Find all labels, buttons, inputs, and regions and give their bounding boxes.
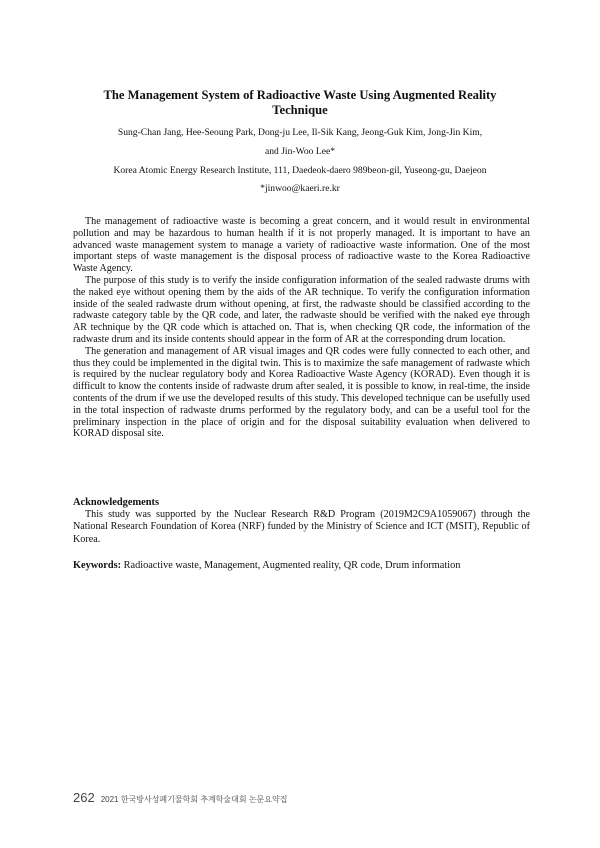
- abstract-paragraph-3: The generation and management of AR visual images and QR codes were fully connected to each other, and thus they could be implemented in the digital twin. This is to maximize the safe management of radwaste which is required by the nuclear regulatory body and Korea Radioactive Waste Agency (KORAD). Even though it is difficult to know the contents inside of radwaste drum after sealed, it is possible to know, in real-time, the inside contents of the drum if we use the developed results of this study. This developed technique can be usefully used in the total inspection of radwaste drums performed by the regulatory body, and can be a useful tool for the preliminary inspection in the place of origin and for the disposal suitability evaluation when delivered to KORAD disposal site.: [73, 345, 530, 440]
- contact-email: *jinwoo@kaeri.re.kr: [260, 183, 340, 194]
- affiliation: Korea Atomic Energy Research Institute, 111, Daedeok-daero 989beon-gil, Yuseong-gu, Daejeon: [113, 165, 487, 176]
- paper-title: The Management System of Radioactive Waste Using Augmented Reality Technique: [103, 88, 497, 117]
- keywords-list: Radioactive waste, Management, Augmented reality, QR code, Drum information: [123, 560, 461, 571]
- footer-text: 2021 한국방사성폐기물학회 추계학술대회 논문요약집: [100, 795, 288, 804]
- abstract-body: [73, 216, 530, 440]
- abstract-paragraph-2: The purpose of this study is to verify the inside configuration information of the sealed radwaste drums with the naked eye without opening them by the aids of the AR technique. To verify the configuration information inside of the sealed radwaste drum without opening, at first, the radwaste should be classified according to the radwaste category table by the QR code, and later, the radwaste should be verified with the naked eye through AR technique by the QR code which is attached on. That is, when checking QR code, the information of the radwaste drum and its inside contents should appear in the form of AR at the corresponding drum location.: [73, 274, 530, 345]
- acknowledgements-text: This study was supported by the Nuclear Research R&D Program (2019M2C9A1059067) through the National Research Foundation of Korea (NRF) funded by the Ministry of Science and ICT (MSIT), Republic of Korea.: [73, 509, 530, 545]
- keywords-line: [73, 560, 533, 572]
- author-list-line-2: and Jin-Woo Lee*: [264, 146, 336, 157]
- acknowledgements-heading: Acknowledgements: [73, 497, 160, 508]
- abstract-paragraph-1: The management of radioactive waste is becoming a great concern, and it would result in environmental pollution and may be hazardous to human health if it is not properly managed. It is important to have an advanced waste management system to manage a variety of radioactive waste information. One of the most important steps of waste management is the disposal process of radioactive waste to the Korea Radioactive Waste Agency.: [73, 216, 530, 275]
- acknowledgements-body: [73, 509, 530, 546]
- author-list-line-1: Sung-Chan Jang, Hee-Seoung Park, Dong-ju Lee, Il-Sik Kang, Jeong-Guk Kim, Jong-Jin Kim,: [117, 127, 483, 138]
- page-number: 262: [73, 790, 95, 805]
- keywords-label: Keywords:: [73, 560, 122, 571]
- page-footer: [73, 789, 287, 807]
